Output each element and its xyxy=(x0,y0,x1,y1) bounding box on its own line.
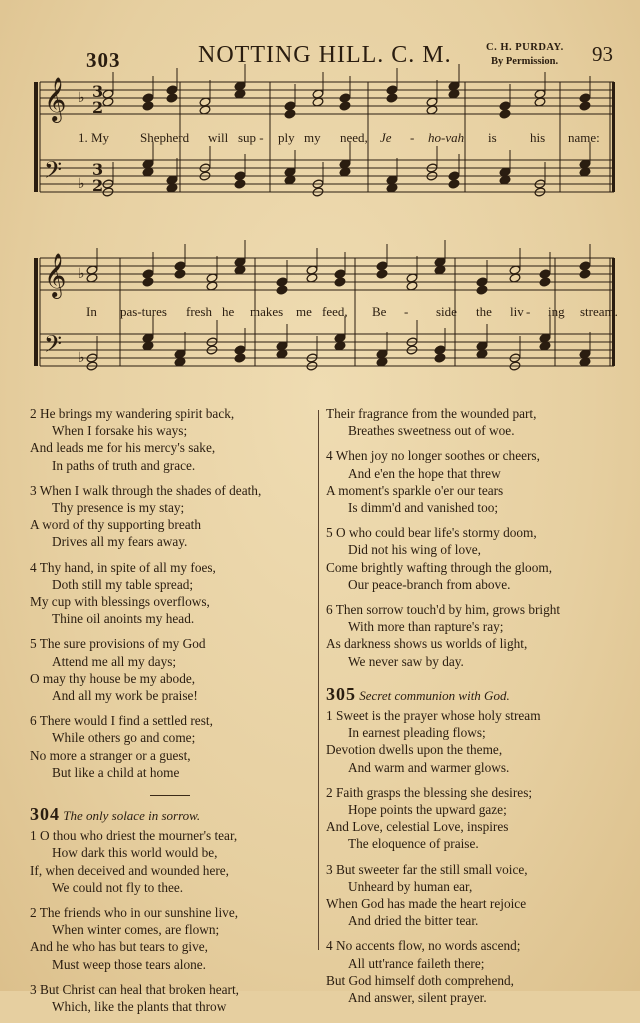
note-head xyxy=(386,85,398,95)
verse-line: O may thy house be my abode, xyxy=(30,670,196,686)
note-head xyxy=(539,277,551,287)
verse-line: 5 O who could bear life's stormy doom, xyxy=(326,525,537,541)
verse-line: Drives all my fears away. xyxy=(52,534,188,550)
note-head xyxy=(386,93,398,103)
note-head xyxy=(166,93,178,103)
lyric-syllable: - xyxy=(404,304,409,319)
verse-line: 4 When joy no longer soothes or cheers, xyxy=(326,448,540,464)
verse-line: But like a child at home xyxy=(52,764,180,780)
verse-line: Attend me all my days; xyxy=(52,653,177,669)
verse-line: 5 The sure provisions of my God xyxy=(30,636,206,652)
lyric-syllable: the xyxy=(476,304,492,319)
lyric-syllable: - xyxy=(526,304,531,319)
verse-line: And e'en the hope that threw xyxy=(348,465,501,481)
lyric-syllable: his xyxy=(530,130,546,145)
note-head xyxy=(579,261,591,271)
stanza xyxy=(326,524,626,593)
verse-line: Did not his wing of love, xyxy=(348,542,481,558)
note-head xyxy=(284,101,296,111)
verse-line: In paths of truth and grace. xyxy=(52,457,196,473)
system-bracket xyxy=(34,258,38,366)
right-column xyxy=(326,405,626,1014)
verse-line: Thy presence is my stay; xyxy=(52,500,185,516)
verse-line: 3 But Christ can heal that broken heart, xyxy=(30,981,239,997)
verse-line: When I forsake his ways; xyxy=(52,423,188,439)
verse-line: Their fragrance from the wounded part, xyxy=(326,406,537,421)
stanza xyxy=(30,904,310,973)
verse-line: Our peace-branch from above. xyxy=(348,576,511,592)
verse-line: 4 No accents flow, no words ascend; xyxy=(326,938,521,954)
left-column xyxy=(30,405,310,1023)
hymn-heading xyxy=(30,806,310,824)
lyric-syllable: sup - xyxy=(238,130,264,145)
note-head xyxy=(284,109,296,119)
lyric-syllable: is xyxy=(488,130,497,145)
note-head xyxy=(166,85,178,95)
note-head xyxy=(276,277,288,287)
lyric-syllable: fresh xyxy=(186,304,212,319)
stanza xyxy=(30,482,310,551)
lyric-syllable: Je xyxy=(380,130,392,145)
verse-line: And he who has but tears to give, xyxy=(30,939,208,955)
note-head xyxy=(142,277,154,287)
lyric-syllable: name: xyxy=(568,130,600,145)
verse-line: And leads me for his mercy's sake, xyxy=(30,440,216,456)
stanza xyxy=(30,981,310,1015)
stanza xyxy=(326,861,626,930)
lyric-syllable: side xyxy=(436,304,457,319)
time-signature-top: 3 xyxy=(92,160,104,179)
verse-line: We never saw by day. xyxy=(348,653,464,669)
verse-line: 1 O thou who driest the mourner's tear, xyxy=(30,828,238,844)
verse-line: 3 When I walk through the shades of death, xyxy=(30,482,262,498)
lyric-syllable: makes xyxy=(250,304,284,319)
flat-key-signature-icon: ♭ xyxy=(78,266,85,282)
lyric-syllable: - xyxy=(410,130,415,145)
verse-line: Thine oil anoints my head. xyxy=(52,611,195,627)
lyric-syllable: pas-tures xyxy=(120,304,167,319)
stanza xyxy=(326,447,626,516)
lyric-syllable: Shepherd xyxy=(140,130,190,145)
lyric-syllable: In xyxy=(86,304,97,319)
verse-line: 2 He brings my wandering spirit back, xyxy=(30,406,235,421)
note-head xyxy=(448,179,460,189)
note-head xyxy=(142,93,154,103)
verse-line: Doth still my table spread; xyxy=(52,576,194,592)
note-head xyxy=(376,269,388,279)
treble-clef-icon: 𝄞 xyxy=(44,253,67,297)
verse-line: 4 Thy hand, in spite of all my foes, xyxy=(30,559,216,575)
stanza xyxy=(30,635,310,704)
note-head xyxy=(499,109,511,119)
verse-line: But God himself doth comprehend, xyxy=(326,972,514,988)
page-number: 93 xyxy=(592,42,613,66)
flat-key-signature-icon: ♭ xyxy=(78,350,85,366)
flat-key-signature-icon: ♭ xyxy=(78,90,85,106)
hymn-number: 305 xyxy=(326,683,356,704)
verse-line: Hope points the upward gaze; xyxy=(348,802,507,818)
verse-line: How dark this world would be, xyxy=(52,845,218,861)
note-head xyxy=(476,277,488,287)
time-signature-top: 3 xyxy=(92,82,104,101)
verse-line: And dried the bitter tear. xyxy=(348,913,479,929)
lyric-syllable: liv xyxy=(510,304,524,319)
verse-line: And answer, silent prayer. xyxy=(348,990,487,1006)
note-head xyxy=(579,269,591,279)
verse-line: In earnest pleading flows; xyxy=(348,725,486,741)
permission-note: By Permission. xyxy=(491,56,559,67)
verse-line: Must weep those tears alone. xyxy=(52,956,206,972)
note-head xyxy=(174,269,186,279)
note-head xyxy=(339,93,351,103)
note-head xyxy=(334,277,346,287)
note-head xyxy=(376,261,388,271)
verse-line: All utt'rance faileth there; xyxy=(348,955,485,971)
verse-line: As darkness shows us worlds of light, xyxy=(326,636,528,652)
note-head xyxy=(142,101,154,111)
hymn-title: The only solace in sorrow. xyxy=(60,808,201,824)
verse-line: 6 Then sorrow touch'd by him, grows bright xyxy=(326,602,561,618)
stanza xyxy=(30,559,310,628)
verse-line: And Love, celestial Love, inspires xyxy=(326,819,509,835)
verse-line: With more than rapture's ray; xyxy=(348,619,504,635)
lyric-syllable: ho-vah xyxy=(428,130,465,145)
stanza xyxy=(30,712,310,781)
stanza xyxy=(326,784,626,853)
stanza xyxy=(30,827,310,896)
note-head xyxy=(234,345,246,355)
note-head xyxy=(434,345,446,355)
verse-line: 2 Faith grasps the blessing she desires; xyxy=(326,784,533,800)
note-head xyxy=(142,269,154,279)
verse-line: When winter comes, are flown; xyxy=(52,922,220,938)
note-head xyxy=(334,269,346,279)
stanza xyxy=(326,601,626,670)
time-signature-bottom: 2 xyxy=(92,176,104,195)
verse-line: When God has made the heart rejoice xyxy=(326,896,527,912)
verse-line: And warm and warmer glows. xyxy=(348,759,510,775)
lyric-syllable: me xyxy=(296,304,312,319)
time-signature-bottom: 2 xyxy=(92,98,104,117)
bass-clef-icon: 𝄢 xyxy=(44,330,63,363)
verse-line: 3 But sweeter far the still small voice, xyxy=(326,861,528,877)
bass-clef-icon: 𝄢 xyxy=(44,156,63,189)
verse-line: My cup with blessings overflows, xyxy=(30,594,210,610)
column-divider xyxy=(318,410,319,950)
note-head xyxy=(448,171,460,181)
hymn-title: Secret communion with God. xyxy=(356,687,510,703)
verse-line: Unheard by human ear, xyxy=(348,878,473,894)
stanza xyxy=(326,707,626,776)
note-head xyxy=(174,261,186,271)
lyric-syllable: 1. My xyxy=(78,130,110,145)
verse-line: 2 The friends who in our sunshine live, xyxy=(30,905,239,921)
note-head xyxy=(434,353,446,363)
verse-line: Which, like the plants that throw xyxy=(52,999,227,1015)
hymn-number: 304 xyxy=(30,804,60,825)
verse-line: No more a stranger or a guest, xyxy=(30,747,191,763)
tune-name: NOTTING HILL. C. M. xyxy=(198,42,452,68)
lyric-syllable: need, xyxy=(340,130,368,145)
note-head xyxy=(579,93,591,103)
note-head xyxy=(234,171,246,181)
note-head xyxy=(499,101,511,111)
verse-line: And all my work be praise! xyxy=(52,688,198,704)
verse-line: We could not fly to thee. xyxy=(52,879,184,895)
note-head xyxy=(276,285,288,295)
verse-line: Breathes sweetness out of woe. xyxy=(348,423,515,439)
verse-line: The eloquence of praise. xyxy=(348,836,479,852)
verse-line: 6 There would I find a settled rest, xyxy=(30,713,213,729)
treble-clef-icon: 𝄞 xyxy=(44,77,67,121)
note-head xyxy=(339,101,351,111)
note-head xyxy=(234,179,246,189)
lyric-syllable: feed, xyxy=(322,304,348,319)
verse-line: Come brightly wafting through the gloom, xyxy=(326,559,553,575)
lyric-syllable: Be xyxy=(372,304,387,319)
note-head xyxy=(476,285,488,295)
composer-name: C. H. PURDAY. xyxy=(486,42,564,53)
lyric-syllable: stream. xyxy=(580,304,618,319)
lyric-syllable: he xyxy=(222,304,235,319)
flat-key-signature-icon: ♭ xyxy=(78,176,85,192)
stanza xyxy=(326,405,626,439)
stanza xyxy=(326,937,626,1006)
section-rule xyxy=(150,795,190,796)
lyric-syllable: ing xyxy=(548,304,565,319)
verse-line: A word of thy supporting breath xyxy=(30,517,201,533)
lyric-syllable: will xyxy=(208,130,229,145)
verse-line: While others go and come; xyxy=(52,730,196,746)
system-bracket xyxy=(34,82,38,192)
hymn-number: 303 xyxy=(86,48,121,72)
stanza xyxy=(30,405,310,474)
verse-line: If, when deceived and wounded here, xyxy=(30,862,229,878)
verse-line: 1 Sweet is the prayer whose holy stream xyxy=(326,708,541,724)
final-barline-thick xyxy=(612,82,615,192)
note-head xyxy=(234,353,246,363)
verse-line: Devotion dwells upon the theme, xyxy=(326,742,503,758)
lyric-syllable: ply xyxy=(278,130,295,145)
verse-line: Is dimm'd and vanished too; xyxy=(348,500,499,516)
music-score xyxy=(0,0,640,400)
lyric-syllable: my xyxy=(304,130,321,145)
hymn-heading xyxy=(326,683,626,704)
verse-line: A moment's sparkle o'er our tears xyxy=(326,482,504,498)
note-head xyxy=(539,269,551,279)
note-head xyxy=(579,101,591,111)
